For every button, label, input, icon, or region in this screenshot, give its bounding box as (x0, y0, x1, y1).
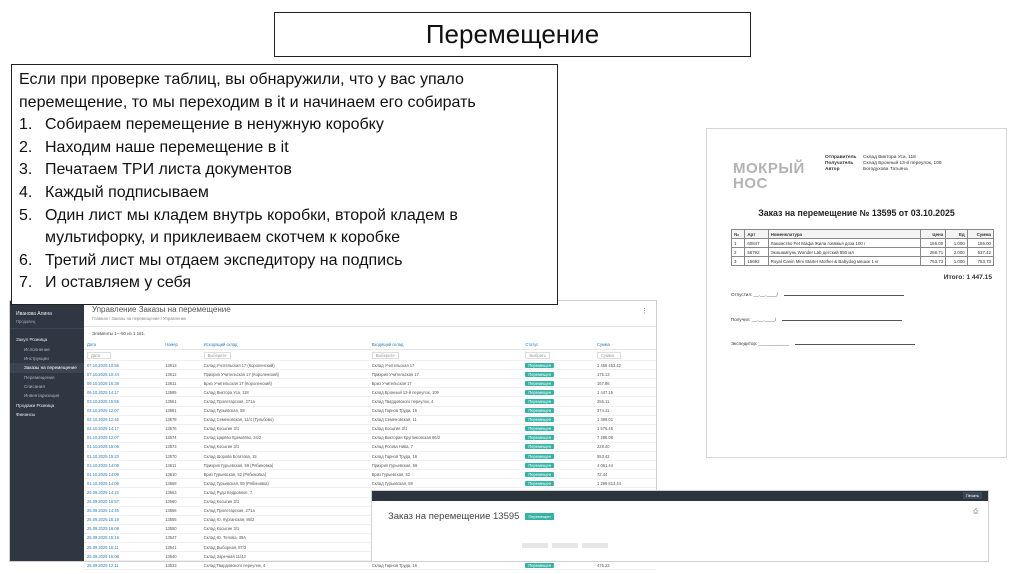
status-badge: Перемещен (525, 454, 554, 459)
row-status (522, 370, 594, 379)
meta-value: Богодухова Татьяна (863, 167, 908, 173)
row-target-warehouse: Склад Гурьевская, 59 (369, 479, 523, 488)
row-status (522, 379, 594, 388)
column-header[interactable]: Номер (162, 340, 200, 350)
row-source-warehouse: Склад Косыгин 3/1 (201, 524, 369, 533)
row-date-link[interactable]: 25.09.2025 14:45 (84, 506, 162, 515)
meta-key: Получатель (825, 161, 854, 167)
signature-receiver (731, 317, 902, 322)
order-window-header (372, 501, 988, 532)
row-target-warehouse: Склад Виктория Кругликовская 86/2 (369, 433, 523, 442)
row-target-warehouse: Прихрип Гурьевская, 59 (369, 461, 523, 470)
row-sum: 1 399.01 (594, 415, 656, 424)
status-badge: Перемещен (525, 563, 554, 568)
instructions-intro: Если при проверке таблиц, вы обнаружили, что у вас упало перемещение, то мы переходим в it и начинаем его собирать (19, 71, 476, 111)
row-date-link[interactable]: 25.09.2025 12:11 (84, 561, 162, 570)
row-source-warehouse: Склад Виктора Уса, 118 (201, 388, 369, 397)
doc-column-header: Ед (946, 230, 968, 239)
column-header[interactable]: Сумма (594, 340, 656, 350)
row-source-warehouse: Склад Заречная 11/43 (201, 552, 369, 561)
row-date-link[interactable]: 01.10.2025 12:07 (84, 433, 162, 442)
document-title: Заказ на перемещение № 13595 от 03.10.2025 (758, 208, 955, 218)
status-badge: Перемещен (525, 426, 554, 431)
step-number: 6. (19, 251, 33, 269)
erp-filter-row (84, 350, 656, 361)
step-text: Печатаем ТРИ листа документов (45, 161, 292, 179)
row-source-warehouse: Склад Ю. Тепова, 39А (201, 533, 369, 542)
meta-value: Склад Бронный 13-й переулок, 109 (863, 161, 942, 167)
row-status (522, 470, 594, 479)
step-number: 3. (19, 161, 33, 179)
row-date-link[interactable]: 25.09.2025 16:08 (84, 524, 162, 533)
step-text: Находим наше перемещение в it (45, 138, 289, 156)
doc-cell-n: 2 (732, 248, 745, 257)
row-source-warehouse: Склад Косыгин 3/1 (201, 497, 369, 506)
table-row[interactable] (84, 433, 656, 442)
row-status (522, 397, 594, 406)
erp-menu (10, 329, 84, 419)
doc-cell-price: 268.71 (921, 248, 946, 257)
doc-item-row (732, 239, 994, 248)
row-date-link[interactable]: 25.09.2025 16:11 (84, 542, 162, 551)
print-button[interactable]: Печать (963, 492, 982, 499)
row-source-warehouse: Склад Пролетарская, 271а (201, 506, 369, 515)
table-row[interactable] (84, 415, 656, 424)
row-status (522, 388, 594, 397)
erp-user-block (10, 301, 84, 329)
instructions-steps (19, 114, 550, 295)
doc-cell-art: 60847 (745, 239, 768, 248)
instruction-step (19, 205, 550, 250)
filter-input[interactable]: Выбрать (525, 352, 550, 359)
table-row[interactable] (84, 561, 656, 570)
toolbar-placeholder (582, 543, 608, 548)
document-items-table (731, 229, 994, 266)
row-sum: 1 456 453.42 (594, 361, 656, 370)
document-total: Итого: 1 447.15 (943, 274, 992, 281)
doc-column-header: Арт (745, 230, 768, 239)
more-icon[interactable]: ⋮ (641, 308, 648, 315)
instruction-step (19, 159, 550, 182)
meta-row (825, 161, 942, 166)
row-number: 13541 (162, 542, 200, 551)
row-target-warehouse: Бриз Гурьевская, 52 (369, 470, 523, 479)
status-badge: Перемещен (525, 481, 554, 486)
row-sum: 72.44 (594, 470, 656, 479)
order-window-toolbar (522, 543, 608, 548)
row-number: 13576 (162, 424, 200, 433)
row-date-link[interactable]: 26.09.2025 16:57 (84, 497, 162, 506)
step-number: 7. (19, 274, 33, 292)
column-header[interactable]: Входящий склад (369, 340, 523, 350)
row-status (522, 479, 594, 488)
slide-title: Перемещение (274, 12, 751, 57)
sidebar-menu-item[interactable]: Инвентаризация (24, 393, 60, 399)
table-row[interactable] (84, 361, 656, 370)
row-target-warehouse: Склад Гарнов Труда, 16 (369, 452, 523, 461)
row-number: 13581 (162, 406, 200, 415)
doc-cell-qty: 2.000 (946, 248, 968, 257)
step-text: Собираем перемещение в ненужную коробку (45, 116, 384, 134)
row-date-link[interactable]: 02.10.2025 14:17 (84, 424, 162, 433)
instruction-step (19, 137, 550, 160)
column-filter (201, 350, 369, 361)
row-sum: 7 286.08 (594, 433, 656, 442)
column-header[interactable]: Дата (84, 340, 162, 350)
meta-row (825, 155, 942, 160)
row-source-warehouse: Склад Косыгин 3/1 (201, 424, 369, 433)
meta-key: Автор (825, 167, 840, 173)
row-status (522, 461, 594, 470)
toolbar-placeholder (552, 543, 578, 548)
table-row[interactable] (84, 461, 656, 470)
row-sum: 475.23 (594, 561, 656, 570)
sidebar-menu-item[interactable]: Финансы (16, 412, 36, 418)
status-badge: Перемещен (525, 372, 554, 377)
doc-cell-qty: 1.000 (946, 239, 968, 248)
row-number: 13540 (162, 552, 200, 561)
doc-cell-art: 56792 (745, 248, 768, 257)
row-number: 13568 (162, 479, 200, 488)
erp-page-title: Управление Заказы на перемещение (92, 305, 231, 314)
filter-input[interactable]: Дата (87, 352, 111, 359)
doc-cell-sum: 156.00 (967, 239, 993, 248)
row-target-warehouse: Склад Гарнов Труда, 16 (369, 406, 523, 415)
erp-breadcrumb[interactable]: Главная / Заказы на перемещение / Управление (92, 316, 187, 321)
row-number: 13612 (162, 370, 200, 379)
status-badge: Перемещен (525, 381, 554, 386)
row-number: 13573 (162, 442, 200, 451)
row-source-warehouse: Склад Косыгин 3/1 (201, 442, 369, 451)
row-number: 13550 (162, 524, 200, 533)
row-number: 13556 (162, 506, 200, 515)
row-source-warehouse: Склад Ю. Курганская, 86/2 (201, 515, 369, 524)
column-filter (84, 350, 162, 361)
table-row[interactable] (84, 442, 656, 451)
signature-label: Отпустил: __.__.____/ (731, 292, 778, 297)
status-badge: Перемещен (525, 363, 554, 368)
row-date-link[interactable]: 02.10.2025 12:45 (84, 415, 162, 424)
step-number: 4. (19, 183, 33, 201)
row-number: 13578 (162, 415, 200, 424)
sidebar-menu-item[interactable]: Инструкции (24, 355, 49, 361)
toolbar-placeholder (522, 543, 548, 548)
row-source-warehouse: Бриз Гурьевская, 52 (Рябиновка) (201, 470, 369, 479)
table-row[interactable] (84, 452, 656, 461)
doc-column-header: Номенклатура (768, 230, 921, 239)
row-date-link[interactable]: 01.10.2025 14:08 (84, 461, 162, 470)
row-sum: 374.11 (594, 406, 656, 415)
row-source-warehouse: Склад Семеновская, 11/4 (Тульбово) (201, 415, 369, 424)
row-number: 13533 (162, 561, 200, 570)
status-badge: Перемещен (525, 444, 554, 449)
table-row[interactable] (84, 479, 656, 488)
status-badge: Перемещен (525, 435, 554, 440)
doc-cell-price: 156.00 (921, 239, 946, 248)
instruction-step (19, 250, 550, 273)
filter-input[interactable]: Выберите (204, 352, 231, 359)
row-sum: 228.40 (594, 442, 656, 451)
row-source-warehouse: Склад Шорова Богатова, 15 (201, 452, 369, 461)
table-row[interactable] (84, 424, 656, 433)
row-status (522, 442, 594, 451)
meta-value: Склад Виктора Уса, 118 (863, 155, 916, 160)
step-text: И оставляем у себя (45, 274, 192, 292)
instruction-step (19, 272, 550, 295)
erp-sidebar (10, 301, 84, 561)
row-sum: 1 576.46 (594, 424, 656, 433)
order-window-title: Заказ на перемещение 13595 (388, 511, 520, 522)
document-table-header (732, 230, 994, 239)
column-header[interactable]: Исходящий склад (201, 340, 369, 350)
row-sum: 256.11 (594, 397, 656, 406)
column-header[interactable]: Статус (522, 340, 594, 350)
status-badge: Перемещен (525, 472, 554, 477)
sidebar-menu-item[interactable]: Исполнение (24, 346, 50, 352)
row-target-warehouse: Склад Рогова Нива, 7 (369, 442, 523, 451)
row-source-warehouse: Склад Учительская 17 (Короленский) (201, 361, 369, 370)
row-source-warehouse: Склад Гурьевская, 59 (201, 406, 369, 415)
column-filter (522, 350, 594, 361)
row-target-warehouse: Склад Бронный 13-й переулок, 109 (369, 388, 523, 397)
company-logo (733, 161, 805, 191)
row-date-link[interactable]: 03.10.2025 15:55 (84, 397, 162, 406)
row-source-warehouse: Склад Выборная, 87/3 (201, 542, 369, 551)
step-number: 2. (19, 138, 33, 156)
row-source-warehouse: Бриз Учительская 17 (Короленский) (201, 379, 369, 388)
row-sum: 167.86 (594, 379, 656, 388)
table-row[interactable] (84, 379, 656, 388)
step-text: Один лист мы кладем внутрь коробки, второй кладем в мультифорку, и приклеиваем скотчем к коробке (45, 206, 458, 247)
row-source-warehouse: Склад Гурьевская, 59 (Рябиновка) (201, 479, 369, 488)
row-number: 13570 (162, 452, 200, 461)
row-date-link[interactable]: 29.09.2025 14:22 (84, 488, 162, 497)
erp-user-role: Продавец (16, 319, 36, 324)
row-date-link[interactable]: 25.09.2025 16:08 (84, 552, 162, 561)
row-target-warehouse: Прихрип Учительская 17 (369, 370, 523, 379)
row-number: 13613 (162, 361, 200, 370)
row-status (522, 433, 594, 442)
row-number: 13560 (162, 497, 200, 506)
row-date-link[interactable]: 25.09.2025 15:18 (84, 515, 162, 524)
filter-input[interactable]: Сумма (597, 352, 621, 359)
order-window-screenshot (371, 490, 989, 562)
row-sum: 1 299 813.44 (594, 479, 656, 488)
row-source-warehouse: Склад Твардовского переулок, 4 (201, 561, 369, 570)
column-filter (369, 350, 523, 361)
row-sum: 553.42 (594, 452, 656, 461)
row-sum: 4 061.44 (594, 461, 656, 470)
doc-cell-sum: 753.73 (967, 257, 993, 266)
doc-column-header: Сумма (967, 230, 993, 239)
table-row[interactable] (84, 397, 656, 406)
row-target-warehouse: Склад Гарнов Труда, 16 (369, 561, 523, 570)
row-number: 13555 (162, 515, 200, 524)
instruction-step (19, 114, 550, 137)
doc-cell-name: Экошампунь Wonder Lab детский 550 мл (768, 248, 921, 257)
row-date-link[interactable]: 01.10.2025 14:08 (84, 479, 162, 488)
logo-line: МОКРЫЙ (733, 160, 805, 177)
row-status (522, 452, 594, 461)
step-text: Третий лист мы отдаем экспедитору на подпись (45, 251, 403, 269)
table-row[interactable] (84, 388, 656, 397)
signature-label: Экспедитор: ____________ (731, 341, 790, 346)
row-status (522, 561, 594, 570)
erp-summary: Элементы 1—50 из 1 161. (92, 331, 146, 336)
row-target-warehouse: Склад Семеновская, 11 (369, 415, 523, 424)
row-target-warehouse: Склад Твардовского переулок, 4 (369, 397, 523, 406)
row-date-link[interactable]: 25.09.2025 15:16 (84, 533, 162, 542)
row-status (522, 406, 594, 415)
table-row[interactable] (84, 470, 656, 479)
row-status (522, 424, 594, 433)
step-number: 5. (19, 206, 33, 224)
row-date-link[interactable]: 06.10.2025 14:17 (84, 388, 162, 397)
instruction-step (19, 182, 550, 205)
doc-item-row (732, 257, 994, 266)
row-source-warehouse: Склад Царёво Кремлёво, 24/2 (201, 433, 369, 442)
status-badge: Перемещен (525, 399, 554, 404)
row-date-link[interactable]: 06.10.2025 16:38 (84, 379, 162, 388)
meta-key: Отправитель (825, 155, 857, 160)
row-sum: 1 447.15 (594, 388, 656, 397)
doc-cell-n: 3 (732, 257, 745, 266)
sidebar-menu-item[interactable]: Закуп Розница (16, 337, 48, 343)
row-date-link[interactable]: 01.10.2025 14:08 (84, 470, 162, 479)
row-target-warehouse: Склад Учительская 17 (369, 361, 523, 370)
order-status-badge: Перемещен (525, 513, 553, 520)
doc-cell-price: 753.73 (921, 257, 946, 266)
row-date-link[interactable]: 03.10.2025 12:07 (84, 406, 162, 415)
status-badge: Перемещен (525, 463, 554, 468)
step-text: Каждый подписываем (45, 183, 209, 201)
row-date-link[interactable]: 01.10.2025 15:06 (84, 442, 162, 451)
filter-input[interactable]: Выберите (372, 352, 399, 359)
step-number: 1. (19, 116, 33, 134)
signature-sender (731, 292, 904, 297)
column-filter (594, 350, 656, 361)
doc-cell-n: 1 (732, 239, 745, 248)
meta-row (825, 167, 942, 172)
erp-user-name: Иванова Алина (16, 311, 52, 317)
row-source-warehouse: Прихрип Гурьевская, 59 (Рябиновка) (201, 461, 369, 470)
printed-transfer-document (706, 128, 1007, 458)
doc-cell-name: Royal Canin Mini Starter Mother & Babydog мешок 1 кг (768, 257, 921, 266)
logo-line: НОС (733, 175, 768, 192)
doc-cell-sum: 537.42 (967, 248, 993, 257)
row-number: 13610 (162, 470, 200, 479)
status-badge: Перемещен (525, 408, 554, 413)
doc-cell-name: Лакомство Pet Мафа Жила говяжья доза 100 г (768, 239, 921, 248)
row-number: 13611 (162, 379, 200, 388)
doc-cell-qty: 1.000 (946, 257, 968, 266)
erp-table-header (84, 340, 656, 350)
signature-courier (731, 341, 915, 346)
table-row[interactable] (84, 370, 656, 379)
row-target-warehouse: Склад Косыгин 3/1 (369, 424, 523, 433)
row-number: 13574 (162, 433, 200, 442)
row-date-link[interactable]: 07.10.2025 10:56 (84, 361, 162, 370)
row-number: 13547 (162, 533, 200, 542)
row-number: 13595 (162, 388, 200, 397)
row-number: 13563 (162, 488, 200, 497)
instructions-box (11, 64, 558, 305)
sidebar-menu-item[interactable]: Списания (24, 384, 45, 390)
order-window-topbar (372, 491, 988, 501)
column-filter (162, 350, 200, 361)
sidebar-menu-item[interactable]: Перемещение (24, 374, 55, 380)
signature-label: Получил: __.__.____/ (731, 317, 777, 322)
table-row[interactable] (84, 406, 656, 415)
document-meta (825, 155, 942, 174)
sidebar-menu-item[interactable]: Продажи Розница (16, 402, 55, 408)
row-source-warehouse: Прихрип Учительская 17 (Короленский) (201, 370, 369, 379)
row-target-warehouse: Бриз Учительская 17 (369, 379, 523, 388)
printer-icon[interactable]: ⎙ (973, 509, 978, 515)
row-status (522, 415, 594, 424)
row-date-link[interactable]: 01.10.2025 15:23 (84, 452, 162, 461)
status-badge: Перемещен (525, 417, 554, 422)
doc-column-header: № (732, 230, 745, 239)
doc-item-row (732, 248, 994, 257)
row-number: 13611 (162, 461, 200, 470)
row-date-link[interactable]: 07.10.2025 10:44 (84, 370, 162, 379)
sidebar-menu-item[interactable]: Заказы на перемещение (10, 363, 84, 372)
doc-column-header: Цена (921, 230, 946, 239)
row-source-warehouse: Склад Рудо Кедровное, 7 (201, 488, 369, 497)
row-status (522, 361, 594, 370)
row-number: 13561 (162, 397, 200, 406)
row-sum: 175.13 (594, 370, 656, 379)
row-source-warehouse: Склад Пролетарская, 271а (201, 397, 369, 406)
doc-cell-art: 15692 (745, 257, 768, 266)
status-badge: Перемещен (525, 390, 554, 395)
